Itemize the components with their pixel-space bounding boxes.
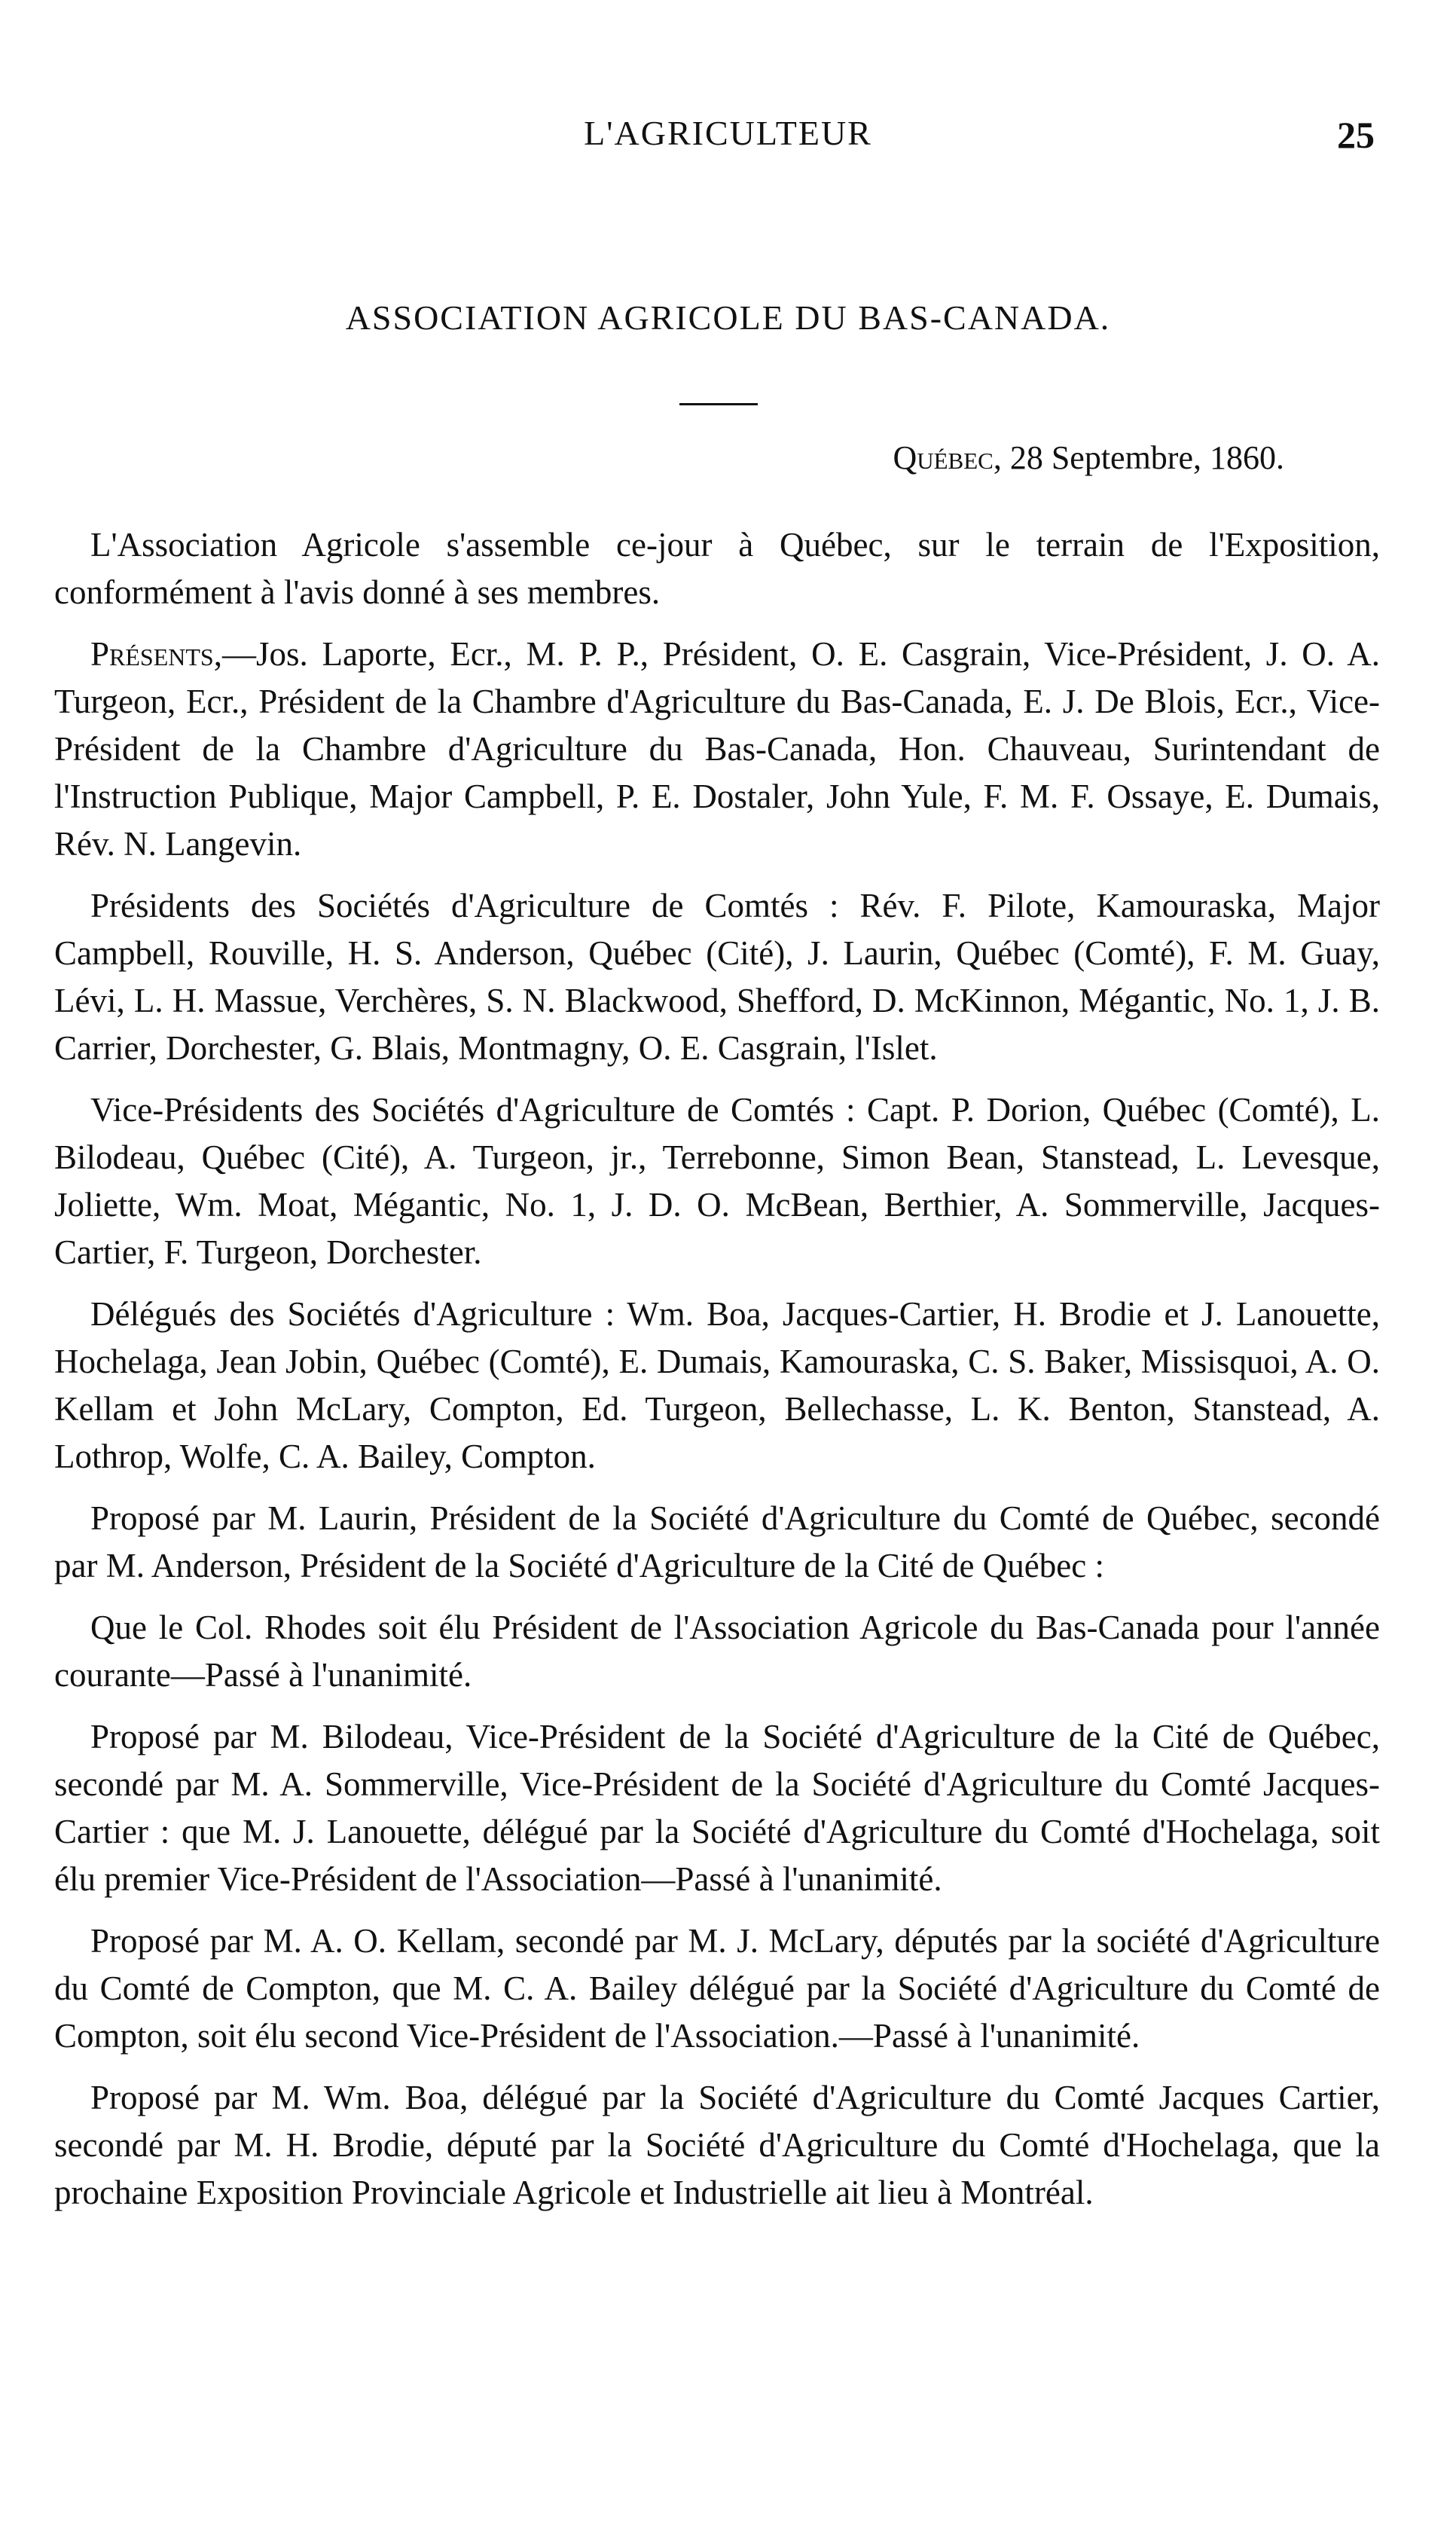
page-number: 25: [1337, 114, 1375, 156]
running-head: [0, 113, 1456, 173]
paragraph-motion-3: [54, 1917, 1380, 2060]
paragraph-presents: [54, 631, 1380, 868]
paragraph-text: Proposé par M. A. O. Kellam, secondé par M. J. McLary, députés par la société d'Agriculture du Comté de Compton, que M. C. A. Bailey délégué par la Société d'Agriculture du Comté de Compton, soit élu second Vice-Président de l'Association.—Passé à l'unanimité.: [54, 1922, 1380, 2055]
paragraph-text: Présidents des Sociétés d'Agriculture de Comtés : Rév. F. Pilote, Kamouraska, Major Campbell, Rouville, H. S. Anderson, Québec (Cité), J. Laurin, Québec (Comté), F. M. Guay, Lévi, L. H. Massue, Verchères, S. N. Blackwood, Shefford, D. McKinnon, Mégantic, No. 1, J. B. Carrier, Dorchester, G. Blais, Montmagny, O. E. Casgrain, l'Islet.: [54, 887, 1380, 1067]
dateline-place: Québec: [893, 439, 994, 476]
paragraph-opening: [54, 521, 1380, 616]
paragraph-motion-2: [54, 1713, 1380, 1903]
paragraph-text: L'Association Agricole s'assemble ce-jour à Québec, sur le terrain de l'Exposition, conformément à l'avis donné à ses membres.: [54, 526, 1380, 611]
paragraph-text: Proposé par M. Wm. Boa, délégué par la Société d'Agriculture du Comté Jacques Cartier, secondé par M. H. Brodie, député par la Société d'Agriculture du Comté d'Hochelaga, que la prochaine Exposition Provinciale Agricole et Industrielle ait lieu à Montréal.: [54, 2079, 1380, 2211]
paragraph-text: Que le Col. Rhodes soit élu Président de l'Association Agricole du Bas-Canada pour l'année courante—Passé à l'unanimité.: [54, 1609, 1380, 1694]
title-rule: [679, 403, 758, 405]
paragraph-delegates: [54, 1291, 1380, 1480]
paragraph-presidents: [54, 882, 1380, 1072]
paragraph-text: ,—Jos. Laporte, Ecr., M. P. P., Président, O. E. Casgrain, Vice-Président, J. O. A. Turgeon, Ecr., Président de la Chambre d'Agriculture du Bas-Canada, E. J. De Blois, Ecr., Vice-Président de la Chambre d'Agriculture du Bas-Canada, Hon. Chauveau, Surintendant de l'Instruction Publique, Major Campbell, P. E. Dostaler, John Yule, F. M. F. Ossaye, E. Dumais, Rév. N. Langevin.: [54, 635, 1380, 863]
paragraph-text: Proposé par M. Laurin, Président de la Société d'Agriculture du Comté de Québec, secondé par M. Anderson, Président de la Société d'Agriculture de la Cité de Québec :: [54, 1499, 1380, 1584]
article-body: [54, 521, 1380, 2231]
article-title: ASSOCIATION AGRICOLE DU BAS-CANADA.: [345, 298, 1111, 337]
paragraph-lead: Présents: [90, 635, 214, 673]
paragraph-vice-presidents: [54, 1086, 1380, 1276]
dateline-date: , 28 Septembre, 1860.: [993, 439, 1284, 476]
paragraph-text: Vice-Présidents des Sociétés d'Agriculture de Comtés : Capt. P. Dorion, Québec (Comté), L. Bilodeau, Québec (Cité), A. Turgeon, jr., Terrebonne, Simon Bean, Stanstead, L. Levesque, Joliette, Wm. Moat, Mégantic, No. 1, J. D. O. McBean, Berthier, A. Sommerville, Jacques-Cartier, F. Turgeon, Dorchester.: [54, 1091, 1380, 1271]
paragraph-resolution-1: [54, 1604, 1380, 1699]
paragraph-motion-4: [54, 2074, 1380, 2217]
paragraph-text: Proposé par M. Bilodeau, Vice-Président de la Société d'Agriculture de la Cité de Québec, secondé par M. A. Sommerville, Vice-Président de la Société d'Agriculture du Comté Jacques-Cartier : que M. J. Lanouette, délégué par la Société d'Agriculture du Comté d'Hochelaga, soit élu premier Vice-Président de l'Association—Passé à l'unanimité.: [54, 1718, 1380, 1898]
paragraph-motion-1: [54, 1495, 1380, 1590]
dateline: [893, 438, 1284, 477]
running-title: L'AGRICULTEUR: [584, 114, 872, 152]
paragraph-text: Délégués des Sociétés d'Agriculture : Wm. Boa, Jacques-Cartier, H. Brodie et J. Lanouette, Hochelaga, Jean Jobin, Québec (Comté), E. Dumais, Kamouraska, C. S. Baker, Missisquoi, A. O. Kellam et John McLary, Compton, Ed. Turgeon, Bellechasse, L. K. Benton, Stanstead, A. Lothrop, Wolfe, C. A. Bailey, Compton.: [54, 1295, 1380, 1475]
